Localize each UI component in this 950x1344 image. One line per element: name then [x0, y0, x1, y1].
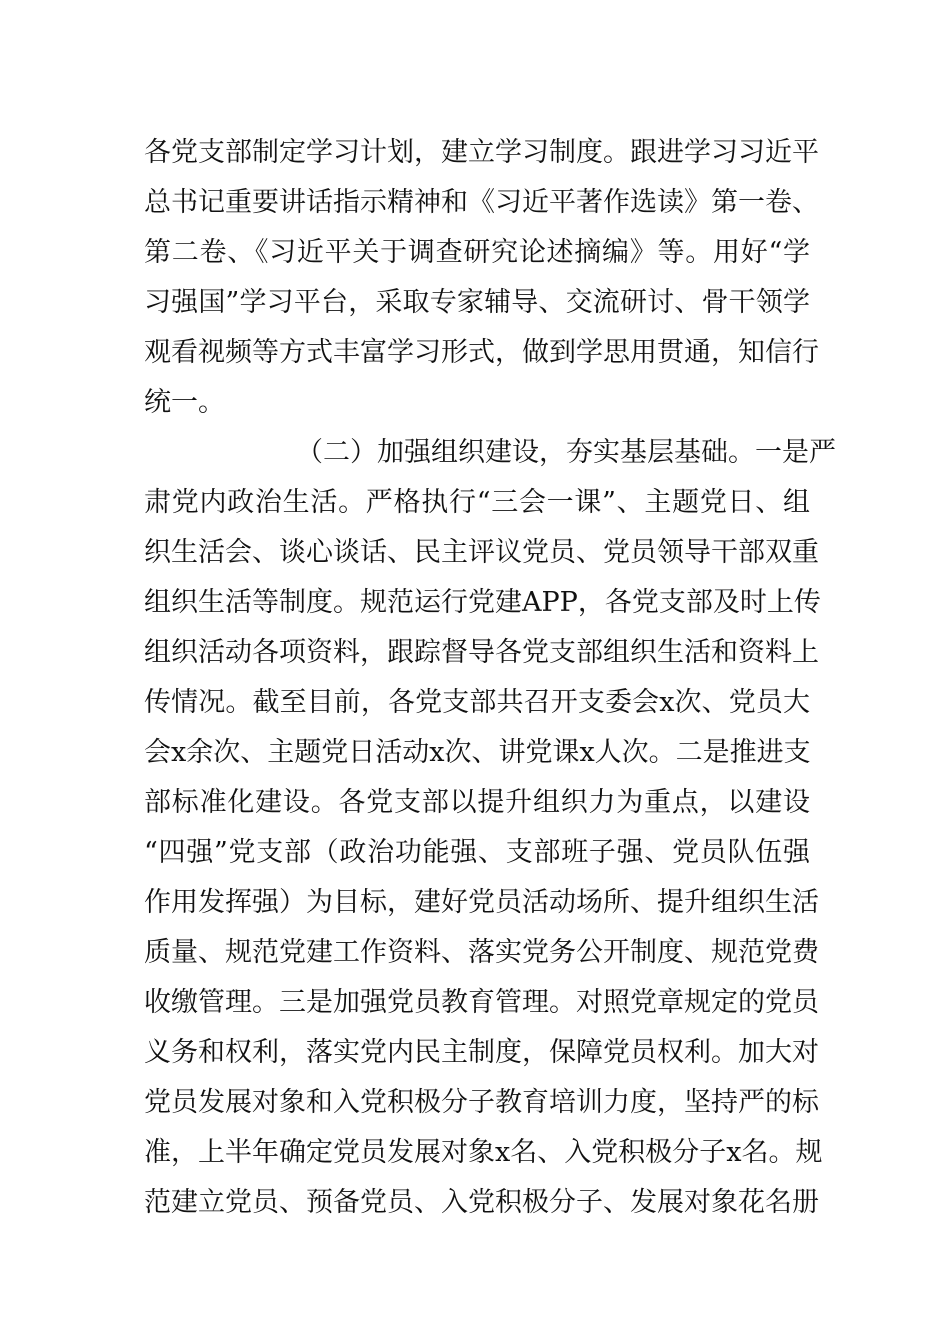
paragraph-line: “四强”党支部（政治功能强、支部班子强、党员队伍强: [144, 837, 810, 868]
paragraph-line: 作用发挥强）为目标，建好党员活动场所、提升组织生活: [144, 887, 819, 918]
section-heading-line: （二）加强组织建设，夯实基层基础。一是严: [296, 437, 836, 468]
paragraph-line: 部标准化建设。各党支部以提升组织力为重点，以建设: [144, 787, 810, 818]
paragraph-line: 收缴管理。三是加强党员教育管理。对照党章规定的党员: [144, 987, 819, 1018]
paragraph-line: 习强国”学习平台，采取专家辅导、交流研讨、骨干领学: [144, 287, 810, 318]
paragraph-line: 肃党内政治生活。严格执行“三会一课”、主题党日、组: [144, 487, 810, 518]
paragraph-line: 组织活动各项资料，跟踪督导各党支部组织生活和资料上: [144, 637, 819, 668]
paragraph-line: 各党支部制定学习计划，建立学习制度。跟进学习习近平: [144, 137, 819, 168]
paragraph-line: 第二卷、《习近平关于调查研究论述摘编》等。用好“学: [144, 237, 810, 268]
paragraph-study-plan: [144, 128, 819, 428]
paragraph-line: 总书记重要讲话指示精神和《习近平著作选读》第一卷、: [144, 187, 819, 218]
paragraph-line: 范建立党员、预备党员、入党积极分子、发展对象花名册: [144, 1187, 819, 1218]
paragraph-line: 质量、规范党建工作资料、落实党务公开制度、规范党费: [144, 937, 819, 968]
paragraph-line: 传情况。截至目前，各党支部共召开支委会x次、党员大: [144, 687, 810, 718]
paragraph-line: 义务和权利，落实党内民主制度，保障党员权利。加大对: [144, 1037, 819, 1068]
paragraph-line: 统一。: [144, 387, 225, 418]
paragraph-line: 织生活会、谈心谈话、民主评议党员、党员领导干部双重: [144, 537, 819, 568]
paragraph-organization-building: [144, 428, 836, 1228]
paragraph-line: 准，上半年确定党员发展对象x名、入党积极分子x名。规: [144, 1137, 823, 1168]
paragraph-line: 组织生活等制度。规范运行党建APP，各党支部及时上传: [144, 587, 821, 618]
paragraph-line: 观看视频等方式丰富学习形式，做到学思用贯通，知信行: [144, 337, 819, 368]
paragraph-line: 会x余次、主题党日活动x次、讲党课x人次。二是推进支: [144, 737, 811, 768]
paragraph-line: 党员发展对象和入党积极分子教育培训力度，坚持严的标: [144, 1087, 819, 1118]
